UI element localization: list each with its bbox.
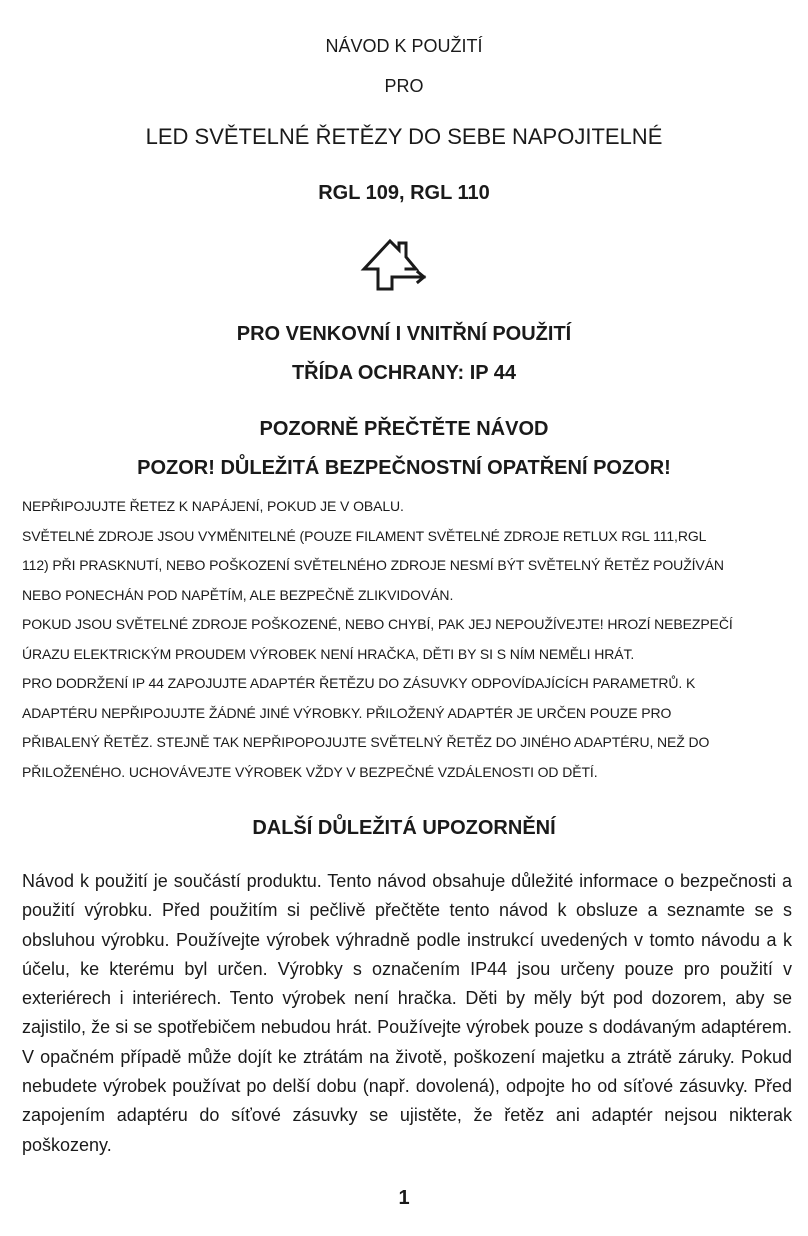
safety-line: 112) PŘI PRASKNUTÍ, NEBO POŠKOZENÍ SVĚTELNÉHO ZDROJE NESMÍ BÝT SVĚTELNÝ ŘETĚZ POUŽÍVÁN (22, 557, 724, 573)
read-carefully-heading: POZORNĚ PŘEČTĚTE NÁVOD (259, 418, 549, 440)
safety-line: SVĚTELNÉ ZDROJE JSOU VYMĚNITELNÉ (POUZE FILAMENT SVĚTELNÉ ZDROJE RETLUX RGL 111,RGL (22, 527, 707, 544)
safety-line: ÚRAZU ELEKTRICKÝM PROUDEM VÝROBEK NENÍ HRAČKA, DĚTI BY SI S NÍM NEMĚLI HRÁT. (22, 645, 635, 662)
manual-for-label: PRO (384, 76, 424, 96)
safety-instructions (22, 492, 792, 787)
safety-line: ADAPTÉRU NEPŘIPOJUJTE ŽÁDNÉ JINÉ VÝROBKY. PŘILOŽENÝ ADAPTÉR JE URČEN POUZE PRO (22, 704, 672, 721)
safety-line: PRO DODRŽENÍ IP 44 ZAPOJUJTE ADAPTÉR ŘETĚZU DO ZÁSUVKY ODPOVÍDAJÍCÍCH PARAMETRŮ. K (22, 675, 696, 691)
safety-line: PŘIBALENÝ ŘETĚZ. STEJNĚ TAK NEPŘIPOPOJUJTE SVĚTELNÝ ŘETĚZ DO JINÉHO ADAPTÉRU, NEŽ DO (22, 734, 710, 750)
product-title: LED SVĚTELNÉ ŘETĚZY DO SEBE NAPOJITELNÉ (145, 124, 663, 149)
usage-heading: PRO VENKOVNÍ I VNITŘNÍ POUŽITÍ (236, 323, 572, 345)
safety-heading: POZOR! DŮLEŽITÁ BEZPEČNOSTNÍ OPATŘENÍ POZOR! (137, 457, 671, 479)
safety-line: NEPŘIPOJUJTE ŘETEZ K NAPÁJENÍ, POKUD JE V OBALU. (22, 498, 404, 514)
safety-line: PŘILOŽENÉHO. UCHOVÁVEJTE VÝROBEK VŽDY V BEZPEČNÉ VZDÁLENOSTI OD DĚTÍ. (22, 763, 598, 780)
manual-label: NÁVOD K POUŽITÍ (325, 36, 483, 56)
more-warnings-heading: DALŠÍ DŮLEŽITÁ UPOZORNĚNÍ (252, 817, 556, 839)
protection-class: TŘÍDA OCHRANY: IP 44 (291, 362, 517, 384)
safety-line: POKUD JSOU SVĚTELNÉ ZDROJE POŠKOZENÉ, NEBO CHYBÍ, PAK JEJ NEPOUŽÍVEJTE! HROZÍ NEBEZPEČÍ (22, 616, 733, 632)
indoor-outdoor-house-icon (360, 235, 434, 295)
safety-line: NEBO PONECHÁN POD NAPĚTÍM, ALE BEZPEČNĚ ZLIKVIDOVÁN. (22, 586, 454, 603)
model-numbers: RGL 109, RGL 110 (318, 182, 490, 204)
page-number: 1 (398, 1187, 410, 1209)
more-warnings-text: Návod k použití je součástí produktu. Tento návod obsahuje důležité informace o bezpečnosti a použití výrobku. Před použitím si pečlivě přečtěte tento návod k obsluze a seznamte se s obsluhou výrobku. Používejte výrobek výhradně podle instrukcí uvedených v tomto návodu a k účelu, ke kterému byl určen. Výrobky s označením IP44 jsou určeny pouze pro použití v exteriérech i interiérech. Tento výrobek není hračka. Děti by měly být pod dozorem, aby se zajistilo, že si se spotřebičem nebudou hrát. Používejte výrobek pouze s dodávaným adaptérem. V opačném případě může dojít ke ztrátám na životě, poškození majetku a ztrátě záruky. Pokud nebudete výrobek používat po delší dobu (např. dovolená), odpojte ho od síťové zásuvky. Před zapojením adaptéru do síťové zásuvky se ujistěte, že řetěz ani adaptér nejsou nikterak poškozeny. (22, 871, 792, 1155)
